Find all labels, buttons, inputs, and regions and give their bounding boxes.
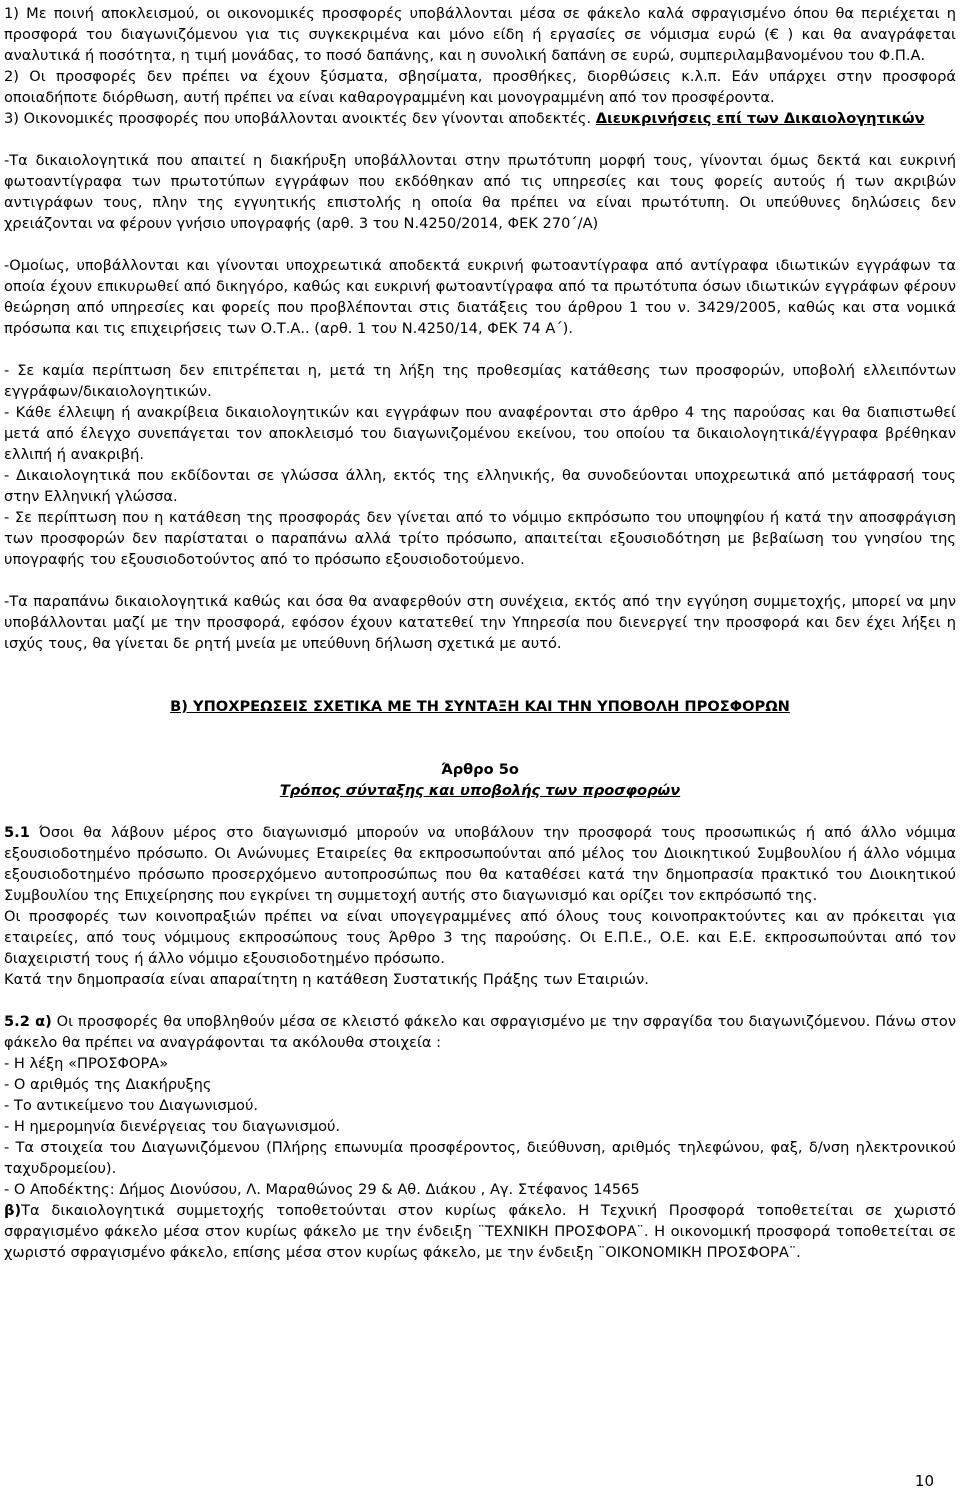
page-number: 10 [914, 1472, 934, 1490]
list-item: - Η λέξη «ΠΡΟΣΦΟΡΑ» [4, 1055, 169, 1072]
clause-label-b: β) [4, 1202, 22, 1219]
article-5-title: Άρθρο 5ο [441, 761, 519, 778]
paragraph-5-2b [4, 1200, 956, 1263]
paragraph-no-corrections: 2) Οι προσφορές δεν πρέπει να έχουν ξύσματα, σβησίματα, προσθήκες, διορθώσεις κ.λ.π. Εάν υπάρχει στην προσφορά οποιαδήποτε διόρθωση, αυτή πρέπει να είναι καθαρογραμμένη και μονογραμμένη από τον προσφέροντα. [4, 68, 956, 106]
clause-5-1-text: Όσοι θα λάβουν μέρος στο διαγωνισμό μπορούν να υποβάλουν την προσφορά τους προσωπικώς ή από άλλο νόμιμα εξουσιοδοτημένο πρόσωπο. Οι Ανώνυμες Εταιρείες θα εκπροσωπούνται από μέλος του Διοικητικού Συμβουλίου ή άλλο νόμιμα εξουσιοδοτημένο πρόσωπο προσερχόμενο αυτοπροσώπως που θα καταθέσει κατά την δημοπρασία πρακτικό του Διοικητικού Συμβουλίου της Επιχείρησης που εγκρίνει τη συμμετοχή αυτής στο διαγωνισμό και ορίζει τον εκπρόσωπό της. [4, 824, 956, 904]
paragraph-deficiency-exclusion: - Κάθε έλλειψη ή ανακρίβεια δικαιολογητικών και εγγράφων που αναφέρονται στο άρθρο 4 της παρούσας και θα διαπιστωθεί μετά από έλεγχο συνεπάγεται τον αποκλεισμό του διαγωνιζομένου εκείνου, του οποίου τα δικαιολογητικά/έγγραφα βρέθηκαν ελλιπή ή ανακριβή. [4, 404, 956, 463]
list-item: - Η ημερομηνία διενέργειας του διαγωνισμού. [4, 1118, 341, 1135]
paragraph-photocopies: -Ομοίως, υποβάλλονται και γίνονται υποχρεωτικά αποδεκτά ευκρινή φωτοαντίγραφα από αντίγραφα ιδιωτικών εγγράφων τα οποία έχουν επικυρωθεί από δικηγόρο, καθώς και ευκρινή φωτοαντίγραφα από τα πρωτότυπα όσων ιδιωτικών εγγράφων φέρουν θεώρηση από υπηρεσίες και φορείς που προβλέπονται στις διατάξεις του άρθρου 1 του ν. 3429/2005, καθώς και στα νομικά πρόσωπα και τις επιχειρήσεις των Ο.Τ.Α.. (αρθ. 1 του Ν.4250/14, ΦΕΚ 74 Α΄). [4, 257, 956, 337]
paragraph-translation: - Δικαιολογητικά που εκδίδονται σε γλώσσα άλλη, εκτός της ελληνικής, θα συνοδεύονται υποχρεωτικά από μετάφρασή τους στην Ελληνική γλώσσα. [4, 467, 956, 505]
paragraph-sealed-envelope: 1) Με ποινή αποκλεισμού, οι οικονομικές προσφορές υποβάλλονται μέσα σε φάκελο καλά σφραγισμένο όπου θα περιέχεται η προσφορά του διαγωνιζόμενου για τις συγκεκριμένα και μόνο είδη ή εργασίες σε νόμισμα ευρώ (€ ) και θα αναγράφεται αναλυτικά ή ποσότητα, η τιμή μονάδας, το ποσό δαπάνης, και η συνολική δαπάνη σε ευρώ, συμπεριλαμβανομένου του Φ.Π.Α. [4, 5, 956, 64]
paragraph-authorization: - Σε περίπτωση που η κατάθεση της προσφοράς δεν γίνεται από το νόμιμο εκπρόσωπο του υποψηφίου ή κατά την αποσφράγιση των προσφορών δεν παρίσταται ο παραπάνω αλλά τρίτο πρόσωπο, απαιτείται εξουσιοδότηση με βεβαίωση του γνησίου της υπογραφής του εξουσιοδοτούντος από το πρόσωπο εξουσιοδοτούμενο. [4, 509, 956, 568]
paragraph-prior-submission: -Τα παραπάνω δικαιολογητικά καθώς και όσα θα αναφερθούν στη συνέχεια, εκτός από την εγγύηση συμμετοχής, μπορεί να μην υποβάλλονται μαζί με την προσφορά, εφόσον έχουν κατατεθεί την Υπηρεσία που διενεργεί την προσφορά και δεν έχει λήξει η ισχύς τους, θα γίνεται δε ρητή μνεία με υπεύθυνη δήλωση σχετικά με αυτό. [4, 593, 956, 652]
paragraph-joint-ventures: Οι προσφορές των κοινοπραξιών πρέπει να είναι υπογεγραμμένες από όλους τους κοινοπρακτούντες και αν πρόκειται για εταιρείες, από τους νόμιμους εκπροσώπους τους Άρθρο 3 της παρούσης. Οι Ε.Π.Ε., Ο.Ε. και Ε.Ε. εκπροσωπούνται από τον διαχειριστή τους ή άλλο νόμιμο εξουσιοδοτημένο πρόσωπο. [4, 908, 956, 967]
list-item: - Ο Αποδέκτης: Δήμος Διονύσου, Λ. Μαραθώνος 29 & Αθ. Διάκου , Αγ. Στέφανος 14565 [4, 1181, 640, 1198]
list-item: - Ο αριθμός της Διακήρυξης [4, 1076, 212, 1093]
list-item: - Τα στοιχεία του Διαγωνιζόμενου (Πλήρης επωνυμία προσφέροντος, διεύθυνση, αριθμός τηλεφώνου, φαξ, δ/νση ηλεκτρονικού ταχυδρομείου). [4, 1139, 956, 1177]
list-item: - Το αντικείμενο του Διαγωνισμού. [4, 1097, 259, 1114]
paragraph-5-1 [4, 822, 956, 906]
article-5-subtitle: Τρόπος σύνταξης και υποβολής των προσφορών [279, 782, 681, 799]
open-offers-text: 3) Οικονομικές προσφορές που υποβάλλονται ανοικτές δεν γίνονται αποδεκτές. [4, 110, 592, 127]
clause-number-5-2a: 5.2 α) [4, 1013, 52, 1030]
paragraph-original-documents: -Τα δικαιολογητικά που απαιτεί η διακήρυξη υποβάλλονται στην πρωτότυπη μορφή τους, γίνονται όμως δεκτά και ευκρινή φωτοαντίγραφα των πρωτοτύπων εγγράφων που εκδόθηκαν από τις υπηρεσίες και τους φορείς αυτούς ή των ακριβών αντιγράφων τους, πλην της εγγυητικής επιστολής η οποία θα πρέπει να είναι πρωτότυπη. Οι υπεύθυνες δηλώσεις δεν χρειάζονται να φέρουν γνήσιο υπογραφής (αρθ. 3 του Ν.4250/2014, ΦΕΚ 270΄/Α) [4, 152, 956, 232]
clause-number-5-1: 5.1 [4, 824, 30, 841]
clause-5-2a-text: Οι προσφορές θα υποβληθούν μέσα σε κλειστό φάκελο και σφραγισμένο με την σφραγίδα του διαγωνιζόμενου. Πάνω στον φάκελο θα πρέπει να αναγράφονται τα ακόλουθα στοιχεία : [4, 1013, 956, 1051]
clarifications-heading: Διευκρινήσεις επί των Δικαιολογητικών [595, 110, 925, 127]
paragraph-5-2a [4, 1011, 956, 1053]
paragraph-articles-of-association: Κατά την δημοπρασία είναι απαραίτητη η κατάθεση Συστατικής Πράξης των Εταιριών. [4, 971, 649, 988]
paragraph-no-late-submission: - Σε καμία περίπτωση δεν επιτρέπεται η, μετά τη λήξη της προθεσμίας κατάθεσης των προσφορών, υποβολή ελλειπόντων εγγράφων/δικαιολογητικών. [4, 362, 956, 400]
paragraph-open-offers [4, 108, 956, 129]
clause-b-text: Τα δικαιολογητικά συμμετοχής τοποθετούνται στον κυρίως φάκελο. Η Τεχνική Προσφορά τοποθετείται σε χωριστό σφραγισμένο φάκελο μέσα στον κυρίως φάκελο με την ένδειξη ¨ΤΕΧΝΙΚΗ ΠΡΟΣΦΟΡΑ¨. Η οικονομική προσφορά τοποθετείται σε χωριστό σφραγισμένο φάκελο, επίσης μέσα στον κυρίως φάκελο, με την ένδειξη ¨ΟΙΚΟΝΟΜΙΚΗ ΠΡΟΣΦΟΡΑ¨. [4, 1202, 956, 1261]
section-b-heading: Β) ΥΠΟΧΡΕΩΣΕΙΣ ΣΧΕΤΙΚΑ ΜΕ ΤΗ ΣΥΝΤΑΞΗ ΚΑΙ ΤΗΝ ΥΠΟΒΟΛΗ ΠΡΟΣΦΟΡΩΝ [170, 698, 790, 715]
